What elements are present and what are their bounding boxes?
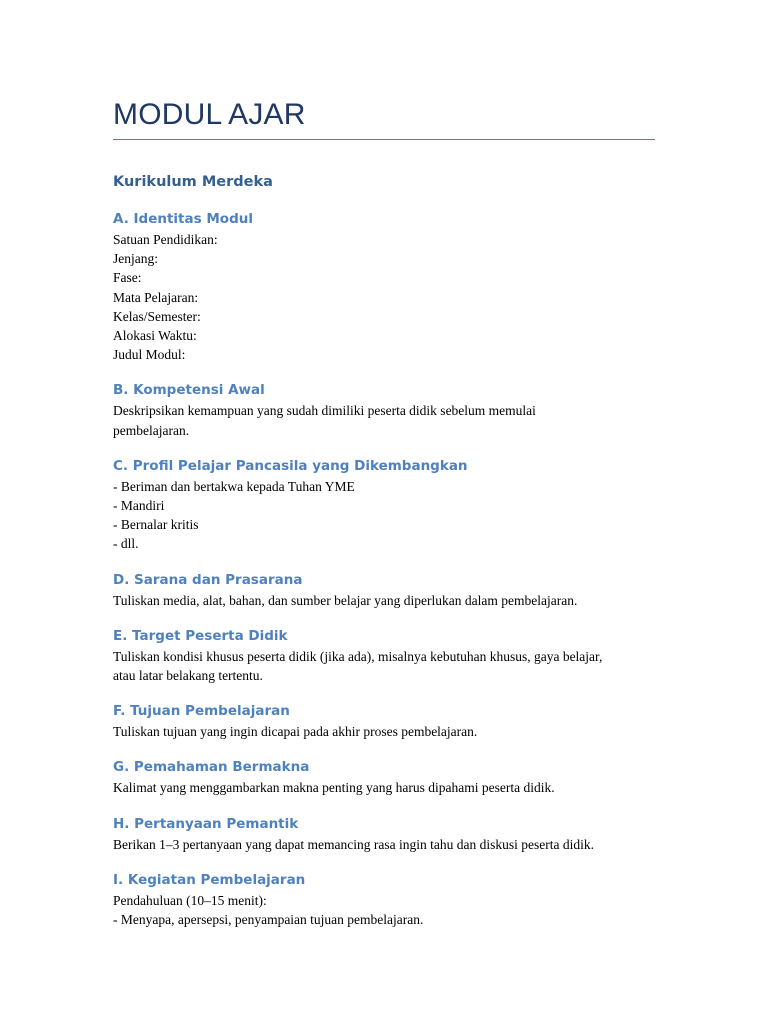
section-text-line: pembelajaran. <box>113 422 190 438</box>
section-text-line: Pendahuluan (10–15 menit): <box>113 892 267 908</box>
document-title: MODUL AJAR <box>113 98 306 131</box>
section <box>113 626 655 685</box>
section <box>113 814 655 854</box>
section-text-line: atau latar belakang tertentu. <box>113 668 263 684</box>
section-text-line: - Beriman dan bertakwa kepada Tuhan YME <box>113 478 355 494</box>
section <box>113 456 655 554</box>
section-text-line: Kalimat yang menggambarkan makna penting yang harus dipahami peserta didik. <box>113 780 555 796</box>
section-text-line: Fase: <box>113 270 142 286</box>
section-text-line: Mata Pelajaran: <box>113 289 199 305</box>
section-text-line: Judul Modul: <box>113 347 186 363</box>
section-text-line: - Bernalar kritis <box>113 517 199 533</box>
section-text-line: Kelas/Semester: <box>113 308 201 324</box>
section-heading: A. Identitas Modul <box>113 211 253 227</box>
section <box>113 209 655 364</box>
section <box>113 570 655 610</box>
section <box>113 870 655 929</box>
section-heading: G. Pemahaman Bermakna <box>113 759 310 776</box>
section-text-line: Satuan Pendidikan: <box>113 232 218 247</box>
document-subtitle: Kurikulum Merdeka <box>113 174 273 190</box>
section-heading: E. Target Peserta Didik <box>113 627 288 644</box>
section-text-line: - Mandiri <box>113 498 165 514</box>
section-text-line: Tuliskan kondisi khusus peserta didik (jika ada), misalnya kebutuhan khusus, gaya belajar, <box>113 648 603 664</box>
section <box>113 380 655 439</box>
section-heading: I. Kegiatan Pembelajaran <box>113 871 306 888</box>
section-text-line: Berikan 1–3 pertanyaan yang dapat memancing rasa ingin tahu dan diskusi peserta didik. <box>113 836 594 852</box>
section-heading: D. Sarana dan Prasarana <box>113 571 303 588</box>
section-heading: F. Tujuan Pembelajaran <box>113 703 290 720</box>
section-text-line: Deskripsikan kemampuan yang sudah dimiliki peserta didik sebelum memulai <box>113 403 536 419</box>
document-page <box>113 96 655 929</box>
section-text-line: Tuliskan tujuan yang ingin dicapai pada akhir proses pembelajaran. <box>113 724 478 740</box>
section <box>113 757 655 797</box>
section-text-line: Jenjang: <box>113 251 158 267</box>
section-text-line: - Menyapa, apersepsi, penyampaian tujuan pembelajaran. <box>113 912 424 928</box>
section-text-line: Alokasi Waktu: <box>113 328 197 344</box>
section <box>113 701 655 741</box>
section-heading: B. Kompetensi Awal <box>113 382 265 399</box>
section-heading: C. Profil Pelajar Pancasila yang Dikembangkan <box>113 457 468 474</box>
title-divider <box>113 139 655 140</box>
section-heading: H. Pertanyaan Pemantik <box>113 815 299 832</box>
section-text-line: - dll. <box>113 536 139 552</box>
section-text-line: Tuliskan media, alat, bahan, dan sumber belajar yang diperlukan dalam pembelajaran. <box>113 592 578 608</box>
sections-container <box>113 209 655 929</box>
